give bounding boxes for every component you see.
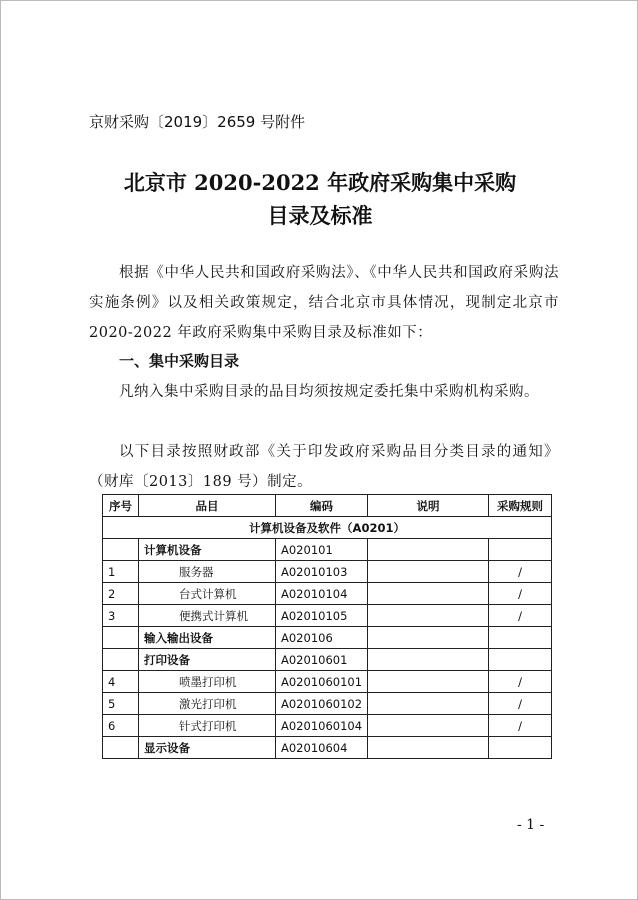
cell-number: [103, 737, 139, 759]
cell-number: 3: [103, 605, 139, 627]
catalog-table: [102, 494, 552, 759]
cell-number: [103, 649, 139, 671]
cell-code: A020106: [276, 627, 368, 649]
attachment-label: 京财采购〔2019〕2659 号附件: [89, 113, 306, 131]
section-paragraph-2: 以下目录按照财政部《关于印发政府采购品目分类目录的通知》（财库〔2013〕189 号）制定。: [89, 444, 559, 490]
cell-code: A020101: [276, 539, 368, 561]
table-group-row: [103, 517, 552, 539]
table-row: [103, 583, 552, 605]
cell-code: A0201060104: [276, 715, 368, 737]
cell-number: 1: [103, 561, 139, 583]
cell-number: 5: [103, 693, 139, 715]
document-title-line1: 北京市 2020-2022 年政府采购集中采购: [123, 170, 517, 195]
cell-item: 针式打印机: [139, 715, 276, 737]
table-row: [103, 693, 552, 715]
header-number: 序号: [103, 495, 139, 517]
cell-note: [368, 693, 489, 715]
header-note: 说明: [368, 495, 489, 517]
cell-item: 服务器: [139, 561, 276, 583]
cell-code: A02010105: [276, 605, 368, 627]
cell-rule: /: [489, 715, 552, 737]
cell-code: A0201060101: [276, 671, 368, 693]
cell-rule: /: [489, 583, 552, 605]
cell-rule: [489, 649, 552, 671]
table-row: [103, 649, 552, 671]
cell-item: 台式计算机: [139, 583, 276, 605]
cell-rule: /: [489, 693, 552, 715]
cell-rule: [489, 539, 552, 561]
cell-code: A02010601: [276, 649, 368, 671]
cell-item: 显示设备: [139, 737, 276, 759]
cell-note: [368, 605, 489, 627]
cell-note: [368, 627, 489, 649]
cell-item: 输入输出设备: [139, 627, 276, 649]
cell-note: [368, 715, 489, 737]
cell-item: 计算机设备: [139, 539, 276, 561]
cell-code: A02010604: [276, 737, 368, 759]
cell-note: [368, 649, 489, 671]
header-code: 编码: [276, 495, 368, 517]
cell-number: 4: [103, 671, 139, 693]
cell-note: [368, 539, 489, 561]
cell-item: 便携式计算机: [139, 605, 276, 627]
group-title: 计算机设备及软件（A0201）: [103, 517, 552, 539]
cell-rule: /: [489, 605, 552, 627]
cell-number: 6: [103, 715, 139, 737]
table-header-row: [103, 495, 552, 517]
table-row: [103, 715, 552, 737]
cell-item: 打印设备: [139, 649, 276, 671]
section-heading: 一、集中采购目录: [119, 352, 240, 370]
header-rule: 采购规则: [489, 495, 552, 517]
cell-number: [103, 539, 139, 561]
table-row: [103, 561, 552, 583]
table-row: [103, 737, 552, 759]
document-title-line2: 目录及标准: [267, 203, 373, 228]
cell-note: [368, 561, 489, 583]
header-item: 品目: [139, 495, 276, 517]
table-row: [103, 627, 552, 649]
cell-rule: [489, 627, 552, 649]
cell-rule: /: [489, 671, 552, 693]
section-paragraph-1: 凡纳入集中采购目录的品目均须按规定委托集中采购机构采购。: [119, 384, 539, 400]
cell-number: 2: [103, 583, 139, 605]
cell-note: [368, 671, 489, 693]
cell-code: A02010104: [276, 583, 368, 605]
cell-number: [103, 627, 139, 649]
table-row: [103, 671, 552, 693]
table-row: [103, 539, 552, 561]
page-number: - 1 -: [517, 817, 545, 833]
cell-rule: /: [489, 561, 552, 583]
cell-rule: [489, 737, 552, 759]
cell-item: 激光打印机: [139, 693, 276, 715]
cell-note: [368, 737, 489, 759]
cell-code: A0201060102: [276, 693, 368, 715]
cell-note: [368, 583, 489, 605]
table-row: [103, 605, 552, 627]
cell-code: A02010103: [276, 561, 368, 583]
cell-item: 喷墨打印机: [139, 671, 276, 693]
intro-paragraph: 根据《中华人民共和国政府采购法》、《中华人民共和国政府采购法实施条例》以及相关政策规定，结合北京市具体情况，现制定北京市 2020-2022 年政府采购集中采购目录及标准如下：: [89, 265, 559, 341]
